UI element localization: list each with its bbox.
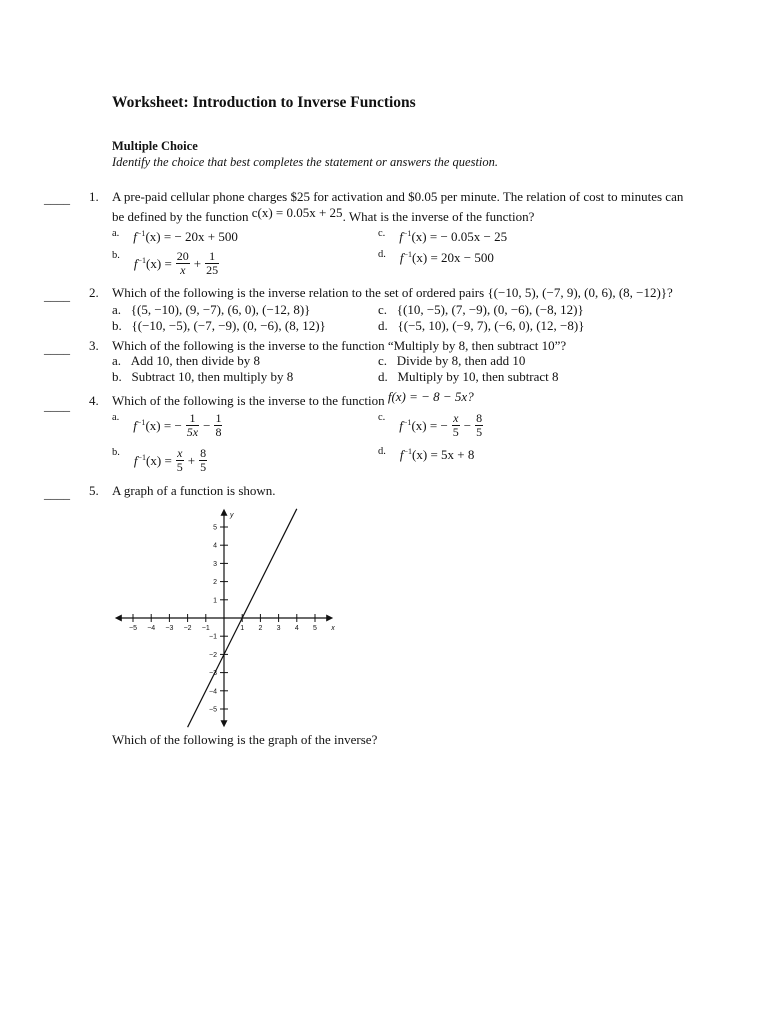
page-title: Worksheet: Introduction to Inverse Functions <box>112 94 416 111</box>
question-text <box>112 389 474 409</box>
choice-letter: c. <box>378 227 386 239</box>
math-rhs: = 20x − 500 <box>430 250 494 265</box>
math-arg: (x) <box>145 417 161 433</box>
math-fn: f <box>399 250 404 265</box>
function-expression: c(x) = 0.05x + 25 <box>251 205 343 220</box>
choice-c[interactable] <box>378 229 507 245</box>
fraction <box>176 447 184 474</box>
choice-text: {(−10, −5), (−7, −9), (0, −6), (8, 12)} <box>131 318 326 333</box>
choice-letter: c. <box>378 353 388 368</box>
answer-blank[interactable]: ____ <box>44 341 70 356</box>
choice-letter: d. <box>378 248 386 260</box>
choice-letter: d. <box>378 369 388 384</box>
choice-letter: d. <box>378 445 386 457</box>
choice-a[interactable] <box>112 353 260 369</box>
choice-math <box>133 418 181 434</box>
choice-math <box>133 229 238 245</box>
question-number: 1. <box>89 189 99 204</box>
choice-text: Subtract 10, then multiply by 8 <box>131 369 294 384</box>
question-text: A pre-paid cellular phone charges $25 for activation and $0.05 per minute. The relation of cost to minutes can <box>112 189 684 204</box>
choice-letter: c. <box>378 412 386 423</box>
math-sup: −1 <box>402 417 412 427</box>
choice-text: Add 10, then divide by 8 <box>130 353 261 368</box>
math-arg: (x) <box>412 447 428 462</box>
math-fn: f <box>399 229 403 244</box>
followup-question: Which of the following is the graph of the inverse? <box>112 732 378 747</box>
frac-numerator: x <box>453 411 459 425</box>
question-number: 3. <box>89 338 99 353</box>
frac-numerator: 8 <box>200 446 207 460</box>
choice-text: Divide by 8, then add 10 <box>396 353 526 368</box>
frac-numerator: 20 <box>176 249 189 263</box>
fraction <box>176 250 190 277</box>
question-text: A graph of a function is shown. <box>112 483 276 498</box>
answer-blank[interactable]: ____ <box>44 398 70 413</box>
frac-denominator: 5 <box>176 460 183 474</box>
math-sup: −1 <box>403 447 413 456</box>
math-arg: (x) <box>411 417 427 433</box>
math-fn: f <box>133 452 138 468</box>
y-tick-label: −5 <box>209 706 217 714</box>
choice-a[interactable] <box>112 229 238 245</box>
question-number: 4. <box>89 393 99 408</box>
choice-c[interactable] <box>378 353 525 369</box>
choice-text: {(5, −10), (9, −7), (6, 0), (−12, 8)} <box>130 302 311 317</box>
choice-letter: b. <box>112 318 122 333</box>
choice-d[interactable] <box>378 369 559 385</box>
math-fn: f <box>133 255 138 271</box>
y-axis-arrow-up <box>221 509 228 516</box>
frac-denominator: 5 <box>476 425 483 439</box>
choice-letter: b. <box>112 369 122 384</box>
choice-b[interactable] <box>112 318 326 334</box>
math-op: + <box>187 452 196 468</box>
function-expression: f(x) = − 8 − 5x? <box>387 389 474 404</box>
math-eq: = <box>164 255 172 271</box>
choice-math <box>399 229 507 245</box>
choice-math <box>134 256 172 272</box>
choice-text: {(−5, 10), (−9, 7), (−6, 0), (12, −8)} <box>397 318 585 333</box>
choice-c[interactable] <box>378 412 485 439</box>
choice-letter: c. <box>378 302 388 317</box>
y-tick-label: −3 <box>209 670 217 678</box>
choice-a[interactable] <box>112 412 224 439</box>
instructions: Identify the choice that best completes the statement or answers the question. <box>112 155 499 169</box>
choice-text: {(10, −5), (7, −9), (0, −6), (−8, 12)} <box>396 302 584 317</box>
math-rhs: = − 0.05x − 25 <box>429 229 508 244</box>
question-text: Which of the following is the inverse to the function “Multiply by 8, then subtract 10”? <box>112 338 567 353</box>
x-tick-label: −4 <box>147 625 156 632</box>
math-op: − <box>463 417 472 433</box>
frac-numerator: 1 <box>215 411 222 425</box>
choice-letter: a. <box>112 353 122 368</box>
frac-numerator: 1 <box>205 250 219 264</box>
math-sup: −1 <box>136 417 146 427</box>
x-tick-label: 3 <box>276 625 281 632</box>
math-rhs: = − 20x + 500 <box>163 229 238 244</box>
function-graph <box>100 496 360 736</box>
math-sup: −1 <box>137 452 147 462</box>
x-tick-label: 4 <box>294 625 299 632</box>
frac-denominator: 5 <box>200 460 207 474</box>
frac-numerator: 8 <box>476 411 483 425</box>
x-tick-label: −1 <box>201 625 210 632</box>
math-arg: (x) <box>145 229 161 244</box>
question-text-part: be defined by the function <box>112 209 249 224</box>
x-tick-label: 5 <box>313 625 317 632</box>
math-op: − <box>203 417 211 433</box>
y-tick-label: 5 <box>213 524 217 532</box>
math-rhs: = 5x + 8 <box>430 447 475 462</box>
y-tick-label: −2 <box>209 651 217 659</box>
math-fn: f <box>133 229 137 244</box>
math-arg: (x) <box>146 255 162 271</box>
math-fn: f <box>133 417 137 433</box>
section-heading: Multiple Choice <box>112 139 198 153</box>
y-axis-label: y <box>230 511 234 519</box>
frac-denominator: 25 <box>206 263 219 277</box>
frac-denominator: x <box>180 263 186 277</box>
choice-c[interactable] <box>378 302 584 318</box>
choice-letter: a. <box>112 227 120 239</box>
y-tick-label: −1 <box>209 633 217 641</box>
frac-numerator: 1 <box>186 412 199 426</box>
fraction <box>452 412 460 439</box>
choice-b[interactable] <box>112 447 209 474</box>
x-tick-label: 2 <box>258 625 263 632</box>
fraction <box>475 412 483 439</box>
y-tick-label: 1 <box>213 597 217 605</box>
frac-denominator: 8 <box>215 425 222 439</box>
choice-b[interactable] <box>112 250 221 277</box>
math-sup: −1 <box>402 229 412 238</box>
choice-a[interactable] <box>112 302 310 318</box>
answer-blank[interactable]: ____ <box>44 191 70 206</box>
math-arg: (x) <box>146 452 162 468</box>
x-axis-arrow-left <box>115 615 122 622</box>
frac-numerator: x <box>177 446 183 460</box>
choice-d[interactable] <box>378 250 494 266</box>
math-arg: (x) <box>411 229 427 244</box>
math-fn: f <box>399 447 404 462</box>
choice-letter: b. <box>112 447 120 458</box>
choice-d[interactable] <box>378 318 584 334</box>
fraction <box>199 447 207 474</box>
math-sup: −1 <box>137 255 147 265</box>
math-eq: = <box>164 452 172 468</box>
math-op: + <box>193 255 202 271</box>
choice-math <box>134 453 172 469</box>
fraction <box>205 250 219 277</box>
x-tick-label: −2 <box>183 625 192 632</box>
y-tick-label: 3 <box>213 560 217 568</box>
choice-math <box>399 418 447 434</box>
math-sup: −1 <box>136 229 146 238</box>
math-arg: (x) <box>412 250 428 265</box>
choice-text: Multiply by 10, then subtract 8 <box>397 369 559 384</box>
question-number: 2. <box>89 285 99 300</box>
question-text-line2 <box>112 205 535 225</box>
answer-blank[interactable]: ____ <box>44 288 70 303</box>
fraction <box>186 412 199 439</box>
frac-denominator: 5 <box>452 425 459 439</box>
question-number: 5. <box>89 483 99 498</box>
choice-letter: a. <box>112 412 120 423</box>
choice-b[interactable] <box>112 369 293 385</box>
math-sup: −1 <box>403 250 413 259</box>
choice-letter: d. <box>378 318 388 333</box>
y-tick-label: 2 <box>213 579 217 587</box>
fraction <box>214 412 222 439</box>
x-tick-label: 1 <box>240 625 245 632</box>
y-axis-arrow-down <box>221 720 228 727</box>
question-text-part: . What is the inverse of the function? <box>342 209 535 224</box>
x-tick-label: −5 <box>129 625 137 632</box>
answer-blank[interactable]: ____ <box>44 486 70 501</box>
question-text: Which of the following is the inverse relation to the set of ordered pairs {(−10, 5), (−7, 9), (0, 6), (8, −12)}? <box>112 285 673 300</box>
choice-math <box>400 447 474 463</box>
x-axis-label: x <box>331 625 335 632</box>
x-axis-arrow-right <box>326 615 333 622</box>
math-eq: = − <box>429 417 448 433</box>
choice-math <box>400 250 494 266</box>
y-tick-label: 4 <box>213 542 217 550</box>
frac-denominator: 5x <box>186 425 199 439</box>
math-eq: = − <box>163 417 182 433</box>
question-text-part: Which of the following is the inverse to the function <box>112 393 385 408</box>
choice-letter: b. <box>112 250 120 261</box>
math-fn: f <box>399 417 403 433</box>
choice-d[interactable] <box>378 447 474 463</box>
x-tick-label: −3 <box>165 625 174 632</box>
y-tick-label: −4 <box>209 688 217 696</box>
choice-letter: a. <box>112 302 122 317</box>
